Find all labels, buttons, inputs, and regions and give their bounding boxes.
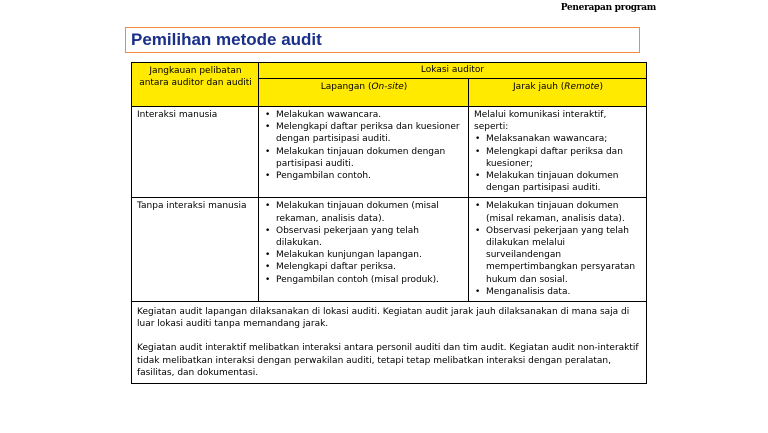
onsite-cell	[259, 198, 469, 302]
title-box	[125, 27, 640, 53]
list-item: • Observasi pekerjaan yang telah dilakukan melalui surveilandengan mempertimbangkan persyaratan hukum dan sosial.	[474, 225, 642, 286]
list-item: • Melengkapi daftar periksa.	[264, 261, 464, 273]
footnote-interactive: Kegiatan audit interaktif melibatkan interaksi antara personil auditi dan tim audit. Kegiatan audit non-interaktif tidak melibatkan interaksi dengan perwakilan auditi, tetapi tetap melibatkan interaksi dengan peralatan, fasilitas, dan dokumentasi.	[137, 343, 639, 378]
list-item: • Observasi pekerjaan yang telah dilakukan.	[264, 225, 464, 249]
page-title: Pemilihan metode audit	[131, 30, 322, 49]
col2-header: Lapangan (On-site)	[259, 79, 469, 107]
list-item: • Melakukan wawancara.	[264, 109, 464, 121]
list-item: • Pengambilan contoh (misal produk).	[264, 274, 464, 286]
list-item: • Melakukan tinjauan dokumen (misal rekaman, analisis data).	[264, 200, 464, 224]
onsite-cell	[259, 107, 469, 198]
list-item: • Menganalisis data.	[474, 286, 642, 298]
remote-intro: Melalui komunikasi interaktif, seperti:	[474, 110, 607, 133]
footnote-row	[132, 302, 647, 384]
row-label: Interaksi manusia	[132, 107, 259, 198]
table-row	[132, 198, 647, 302]
list-item: • Pengambilan contoh.	[264, 170, 464, 182]
table-row	[132, 107, 647, 198]
col3-header: Jarak jauh (Remote)	[469, 79, 647, 107]
col1-header: Jangkauan pelibatan antara auditor dan auditi	[132, 63, 259, 107]
remote-cell	[469, 107, 647, 198]
footnote-cell	[132, 302, 647, 384]
audit-method-table	[131, 62, 647, 384]
footnote-onsite-remote: Kegiatan audit lapangan dilaksanakan di lokasi auditi. Kegiatan audit jarak jauh dilaksanakan di mana saja di luar lokasi auditi tanpa memandang jarak.	[137, 307, 630, 330]
row-label: Tanpa interaksi manusia	[132, 198, 259, 302]
remote-cell	[469, 198, 647, 302]
list-item: • Melakukan tinjauan dokumen (misal rekaman, analisis data).	[474, 200, 642, 224]
list-item: • Melakukan tinjauan dokumen dengan partisipasi auditi.	[474, 170, 642, 194]
header-row-1	[132, 63, 647, 79]
list-item: • Melengkapi daftar periksa dan kuesioner;	[474, 146, 642, 170]
list-item: • Melengkapi daftar periksa dan kuesioner dengan partisipasi auditi.	[264, 121, 464, 145]
list-item: • Melaksanakan wawancara;	[474, 133, 642, 145]
list-item: • Melakukan kunjungan lapangan.	[264, 249, 464, 261]
group-header: Lokasi auditor	[259, 63, 647, 79]
list-item: • Melakukan tinjauan dokumen dengan partisipasi auditi.	[264, 146, 464, 170]
section-label: Penerapan program	[560, 3, 656, 13]
